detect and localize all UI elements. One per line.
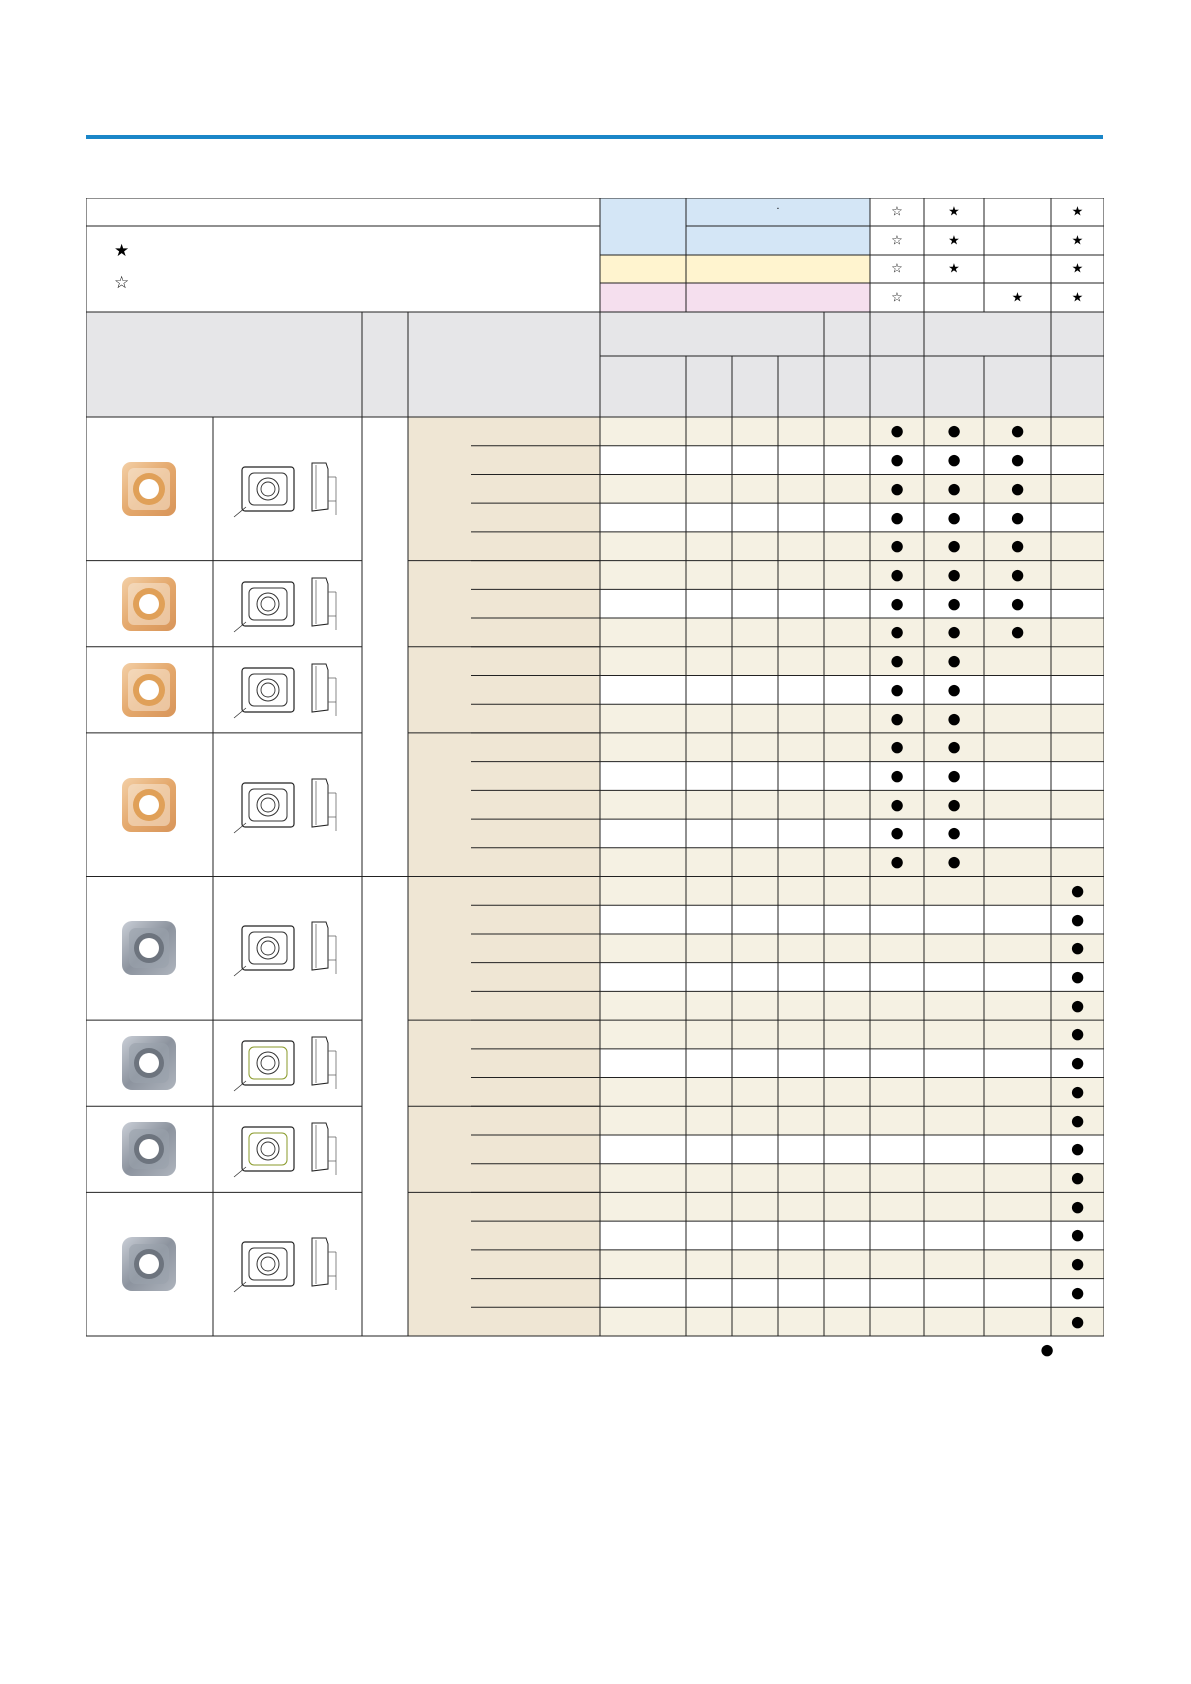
filled-star-mark: ★ — [1011, 290, 1024, 305]
availability-dot: ● — [1070, 1197, 1085, 1216]
availability-dot: ● — [947, 737, 961, 756]
availability-dot: ● — [890, 680, 904, 699]
availability-dot: ● — [947, 450, 961, 469]
filled-star-mark: ★ — [948, 233, 960, 248]
availability-dot: ● — [890, 421, 904, 440]
availability-dot: ● — [947, 680, 961, 699]
hollow-star-mark: ☆ — [891, 233, 903, 248]
legend-filled-star: ★ — [114, 241, 130, 261]
availability-dot: ● — [890, 622, 904, 641]
availability-dot: ● — [947, 508, 961, 527]
availability-dot: ● — [1070, 1082, 1085, 1101]
availability-dot: ● — [947, 622, 961, 641]
availability-dot: ● — [1070, 1053, 1085, 1072]
availability-dot: ● — [1010, 508, 1025, 527]
availability-dot: ● — [890, 450, 904, 469]
availability-dot: ● — [1010, 479, 1025, 498]
availability-dot: ● — [947, 795, 961, 814]
availability-dot: ● — [1070, 1254, 1085, 1273]
availability-dot: ● — [1070, 910, 1085, 929]
availability-dot: ● — [890, 508, 904, 527]
availability-dot: ● — [1010, 594, 1025, 613]
hollow-star-mark: ☆ — [891, 290, 903, 305]
top-accent-rule — [86, 135, 1103, 139]
availability-dot: ● — [947, 651, 961, 670]
availability-dot: ● — [947, 823, 961, 842]
table-grid-lines — [86, 198, 1104, 1337]
availability-dot: ● — [947, 479, 961, 498]
availability-dot: ● — [947, 565, 961, 584]
availability-dot: ● — [1010, 622, 1025, 641]
availability-dot: ● — [1070, 996, 1085, 1015]
availability-dot: ● — [947, 594, 961, 613]
availability-dot: ● — [1010, 536, 1025, 555]
availability-dot: ● — [947, 536, 961, 555]
legend-hollow-star: ☆ — [114, 273, 130, 293]
availability-dot: ● — [947, 766, 961, 785]
availability-dot: ● — [890, 795, 904, 814]
availability-dot: ● — [1070, 967, 1085, 986]
hollow-star-mark: ☆ — [891, 261, 903, 277]
material-band-mark: · — [776, 204, 780, 215]
footnote-availability-symbol: ● — [1040, 1340, 1054, 1359]
availability-dot: ● — [1070, 1168, 1085, 1187]
availability-dot: ● — [890, 737, 904, 756]
availability-dot: ● — [1070, 1024, 1085, 1043]
filled-star-mark: ★ — [1071, 290, 1084, 305]
availability-dot: ● — [1070, 1283, 1085, 1302]
availability-dot: ● — [1010, 450, 1025, 469]
availability-dot: ● — [1070, 1111, 1085, 1130]
availability-dot: ● — [890, 766, 904, 785]
availability-dot: ● — [1070, 881, 1085, 900]
availability-dot: ● — [890, 594, 904, 613]
availability-dot: ● — [1070, 1139, 1085, 1158]
filled-star-mark: ★ — [1071, 204, 1084, 220]
filled-star-mark: ★ — [1071, 261, 1084, 277]
availability-dot: ● — [1070, 938, 1085, 957]
filled-star-mark: ★ — [948, 204, 960, 220]
availability-dot: ● — [890, 565, 904, 584]
availability-dot: ● — [1010, 565, 1025, 584]
filled-star-mark: ★ — [1071, 233, 1084, 248]
availability-dot: ● — [1070, 1225, 1085, 1244]
availability-dot: ● — [890, 823, 904, 842]
hollow-star-mark: ☆ — [891, 204, 903, 220]
insert-grade-table — [86, 198, 1104, 1336]
availability-dot: ● — [890, 852, 904, 871]
availability-dot: ● — [1010, 421, 1025, 440]
availability-dot: ● — [890, 709, 904, 728]
availability-dot: ● — [947, 852, 961, 871]
availability-dot: ● — [947, 709, 961, 728]
availability-dot: ● — [890, 536, 904, 555]
availability-dot: ● — [890, 651, 904, 670]
availability-dot: ● — [947, 421, 961, 440]
availability-dot: ● — [1070, 1312, 1085, 1331]
availability-dot: ● — [890, 479, 904, 498]
filled-star-mark: ★ — [948, 261, 960, 277]
